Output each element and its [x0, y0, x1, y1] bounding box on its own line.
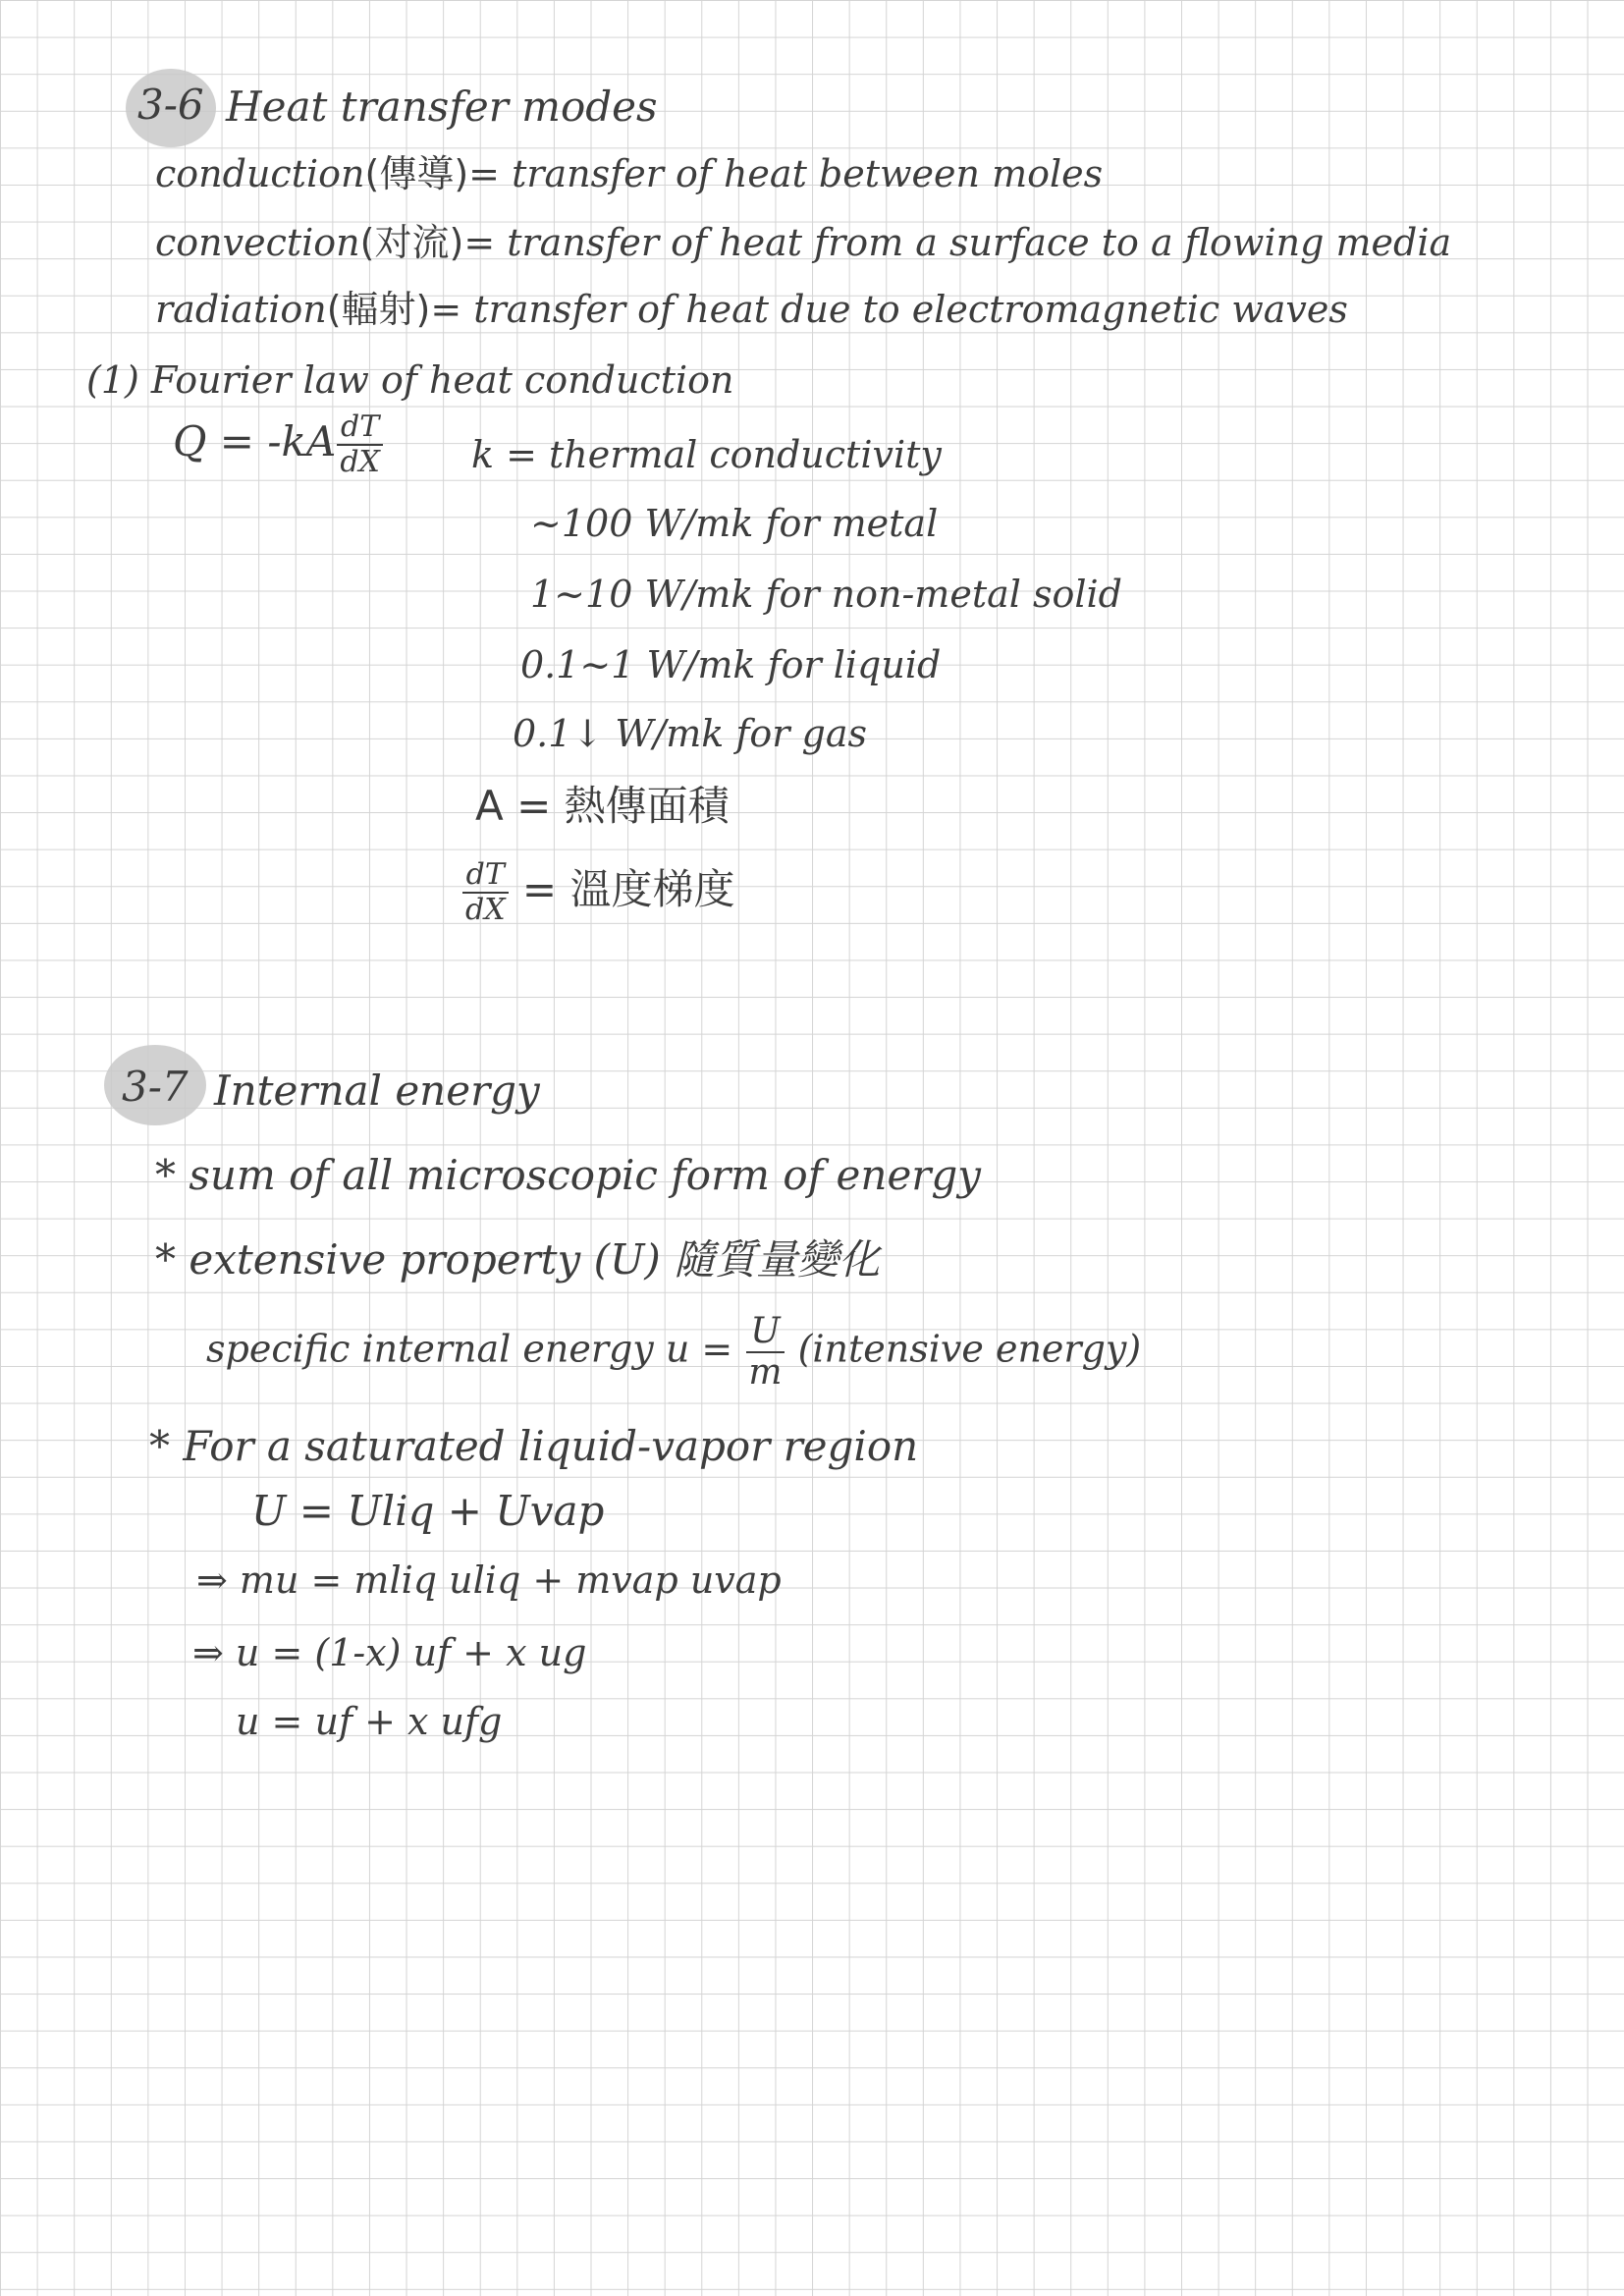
- k-metal: ~100 W/mk for metal: [530, 502, 939, 545]
- conduction-chinese: (傳導): [364, 152, 469, 195]
- equation-u-total: U = Uliq + Uvap: [251, 1487, 605, 1535]
- bullet-sum-microscopic: * sum of all microscopic form of energy: [155, 1151, 981, 1199]
- section-title-3-7: Internal energy: [214, 1066, 540, 1115]
- section-number-3-7: 3-7: [122, 1063, 189, 1111]
- bullet-saturated-region: * For a saturated liquid-vapor region: [149, 1422, 919, 1470]
- conduction-definition: = transfer of heat between moles: [468, 152, 1104, 195]
- specific-internal-energy-fraction: [744, 1311, 785, 1393]
- equation-quality-form: ⇒ u = (1-x) uf + x ug: [192, 1631, 587, 1674]
- specific-internal-energy-denominator: m: [748, 1352, 783, 1393]
- equation-mass-weighted: ⇒ mu = mliq uliq + mvap uvap: [196, 1558, 782, 1602]
- k-gas: 0.1↓ W/mk for gas: [513, 712, 868, 755]
- bullet-extensive-property-text: * extensive property (U) 隨質量變化: [155, 1235, 881, 1284]
- radiation-definition: = transfer of heat due to electromagnetic waves: [430, 288, 1348, 331]
- gradient-numerator: dT: [462, 860, 509, 894]
- specific-internal-energy-numerator: U: [746, 1314, 784, 1353]
- fourier-equation-lhs: Q = -kA: [173, 417, 337, 465]
- specific-internal-energy-note: (intensive energy): [797, 1327, 1142, 1371]
- gradient-line: [461, 857, 735, 927]
- convection-chinese: (对流): [359, 221, 464, 264]
- gradient-denominator: dX: [465, 893, 506, 927]
- convection-term: convection: [155, 221, 360, 264]
- conduction-term: conduction: [155, 152, 365, 195]
- section-number-3-6: 3-6: [137, 81, 204, 129]
- specific-internal-energy: [206, 1311, 1142, 1393]
- k-definition: k = thermal conductivity: [471, 433, 942, 476]
- radiation-line: [155, 288, 1348, 331]
- specific-internal-energy-lhs: specific internal energy u =: [206, 1327, 733, 1371]
- fourier-equation-fraction: [336, 412, 384, 477]
- convection-definition: = transfer of heat from a surface to a flowing media: [463, 221, 1452, 264]
- section-title-3-6: Heat transfer modes: [226, 82, 658, 131]
- radiation-term: radiation: [155, 288, 327, 331]
- equation-ufg-form: u = uf + x ufg: [236, 1700, 503, 1743]
- k-liquid: 0.1~1 W/mk for liquid: [520, 643, 942, 686]
- convection-line: [155, 221, 1452, 264]
- fourier-equation-denominator: dX: [340, 445, 380, 479]
- k-nonmetal: 1~10 W/mk for non-metal solid: [530, 573, 1122, 616]
- fourier-law-heading: (1) Fourier law of heat conduction: [86, 358, 734, 402]
- area-definition: A = 熱傳面積: [475, 782, 730, 830]
- fourier-equation: [173, 412, 384, 477]
- conduction-line: [155, 152, 1104, 195]
- gradient-definition: = 溫度梯度: [521, 865, 735, 913]
- gradient-fraction: [461, 857, 510, 927]
- fourier-equation-numerator: dT: [337, 412, 383, 446]
- radiation-chinese: (輻射): [326, 288, 431, 331]
- bullet-extensive-property: [155, 1235, 881, 1284]
